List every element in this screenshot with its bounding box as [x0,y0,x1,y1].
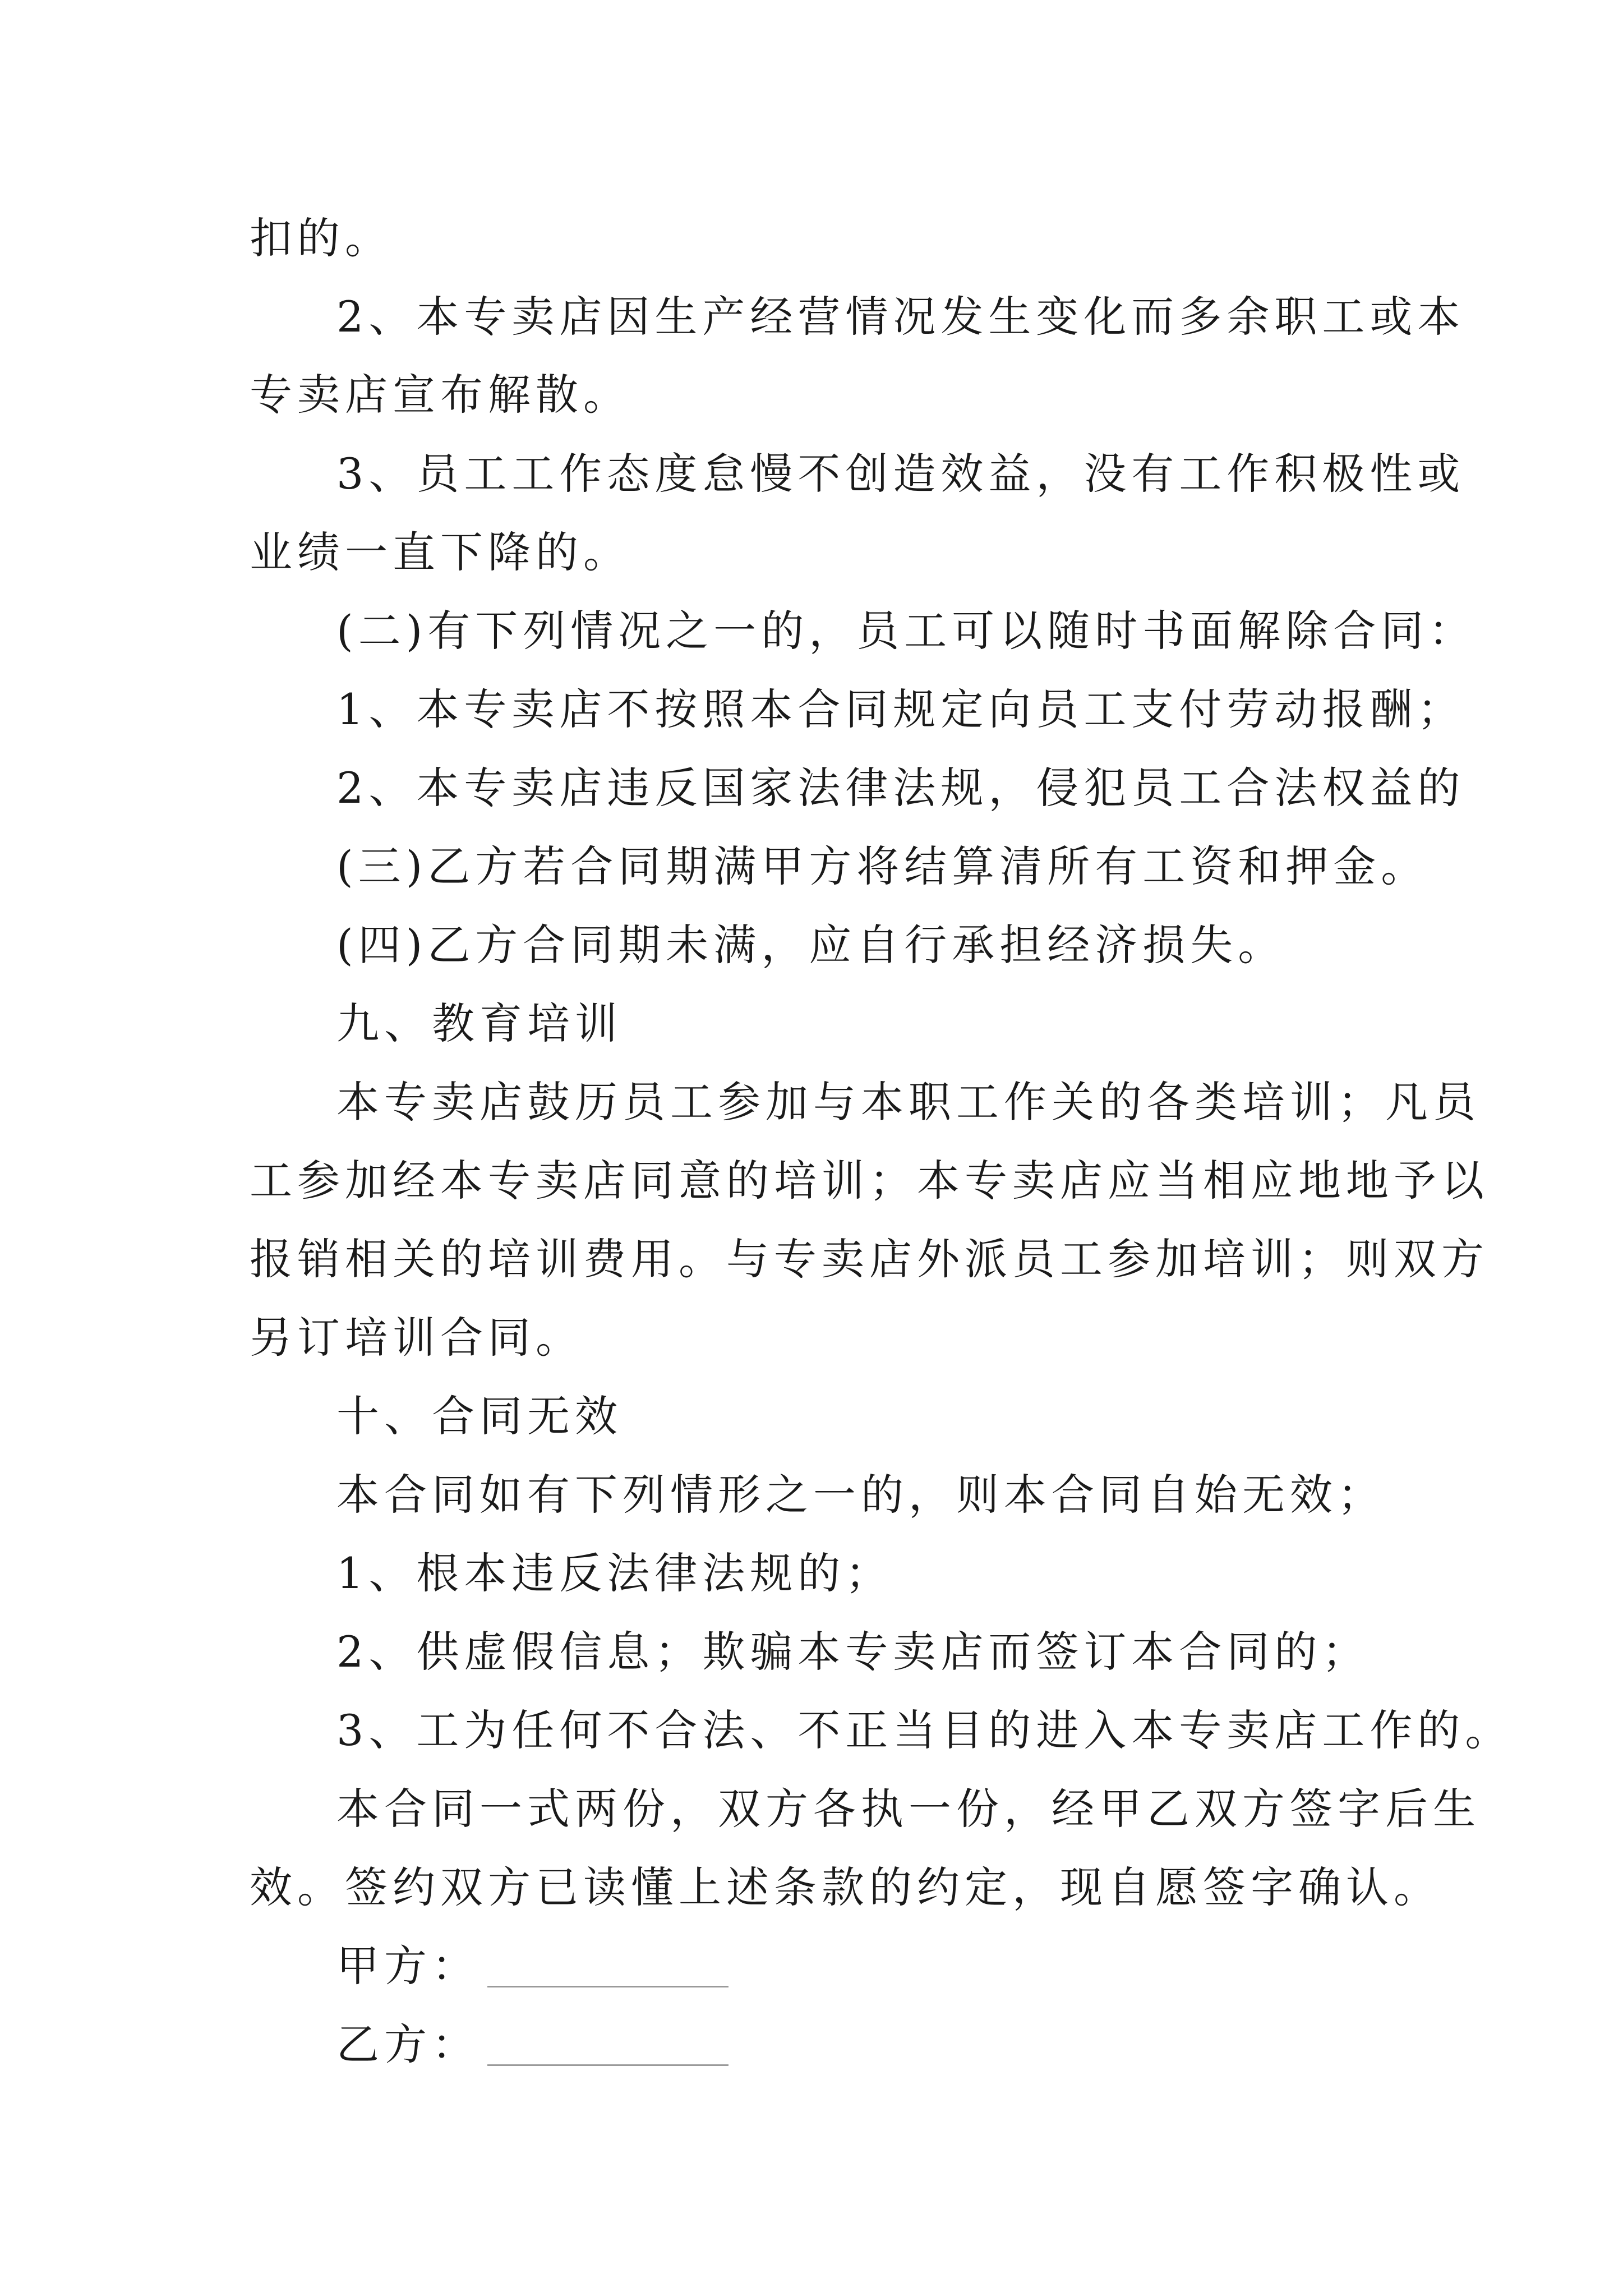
text-line: (三)乙方若合同期满甲方将结算清所有工资和押金。 [336,841,1429,891]
text-line: 本合同一式两份，双方各执一份，经甲乙双方签字后生 [336,1784,1481,1834]
party-a-signature-row [336,1938,728,1994]
text-line: 业绩一直下降的。 [250,527,631,577]
text-line: 2、本专卖店因生产经营情况发生变化而多余职工或本 [336,292,1465,342]
text-line: (二)有下列情况之一的，员工可以随时书面解除合同： [336,606,1477,656]
text-line: 效。签约双方已读懂上述条款的约定，现自愿签字确认。 [250,1862,1441,1912]
party-b-label: 乙方： [336,2019,479,2069]
text-line: 1、本专卖店不按照本合同规定向员工支付劳动报酬； [336,684,1465,734]
text-line: 2、本专卖店违反国家法律法规，侵犯员工合法权益的 [336,763,1465,813]
party-b-signature-row [336,2017,728,2073]
text-line: 报销相关的培训费用。与专卖店外派员工参加培训；则双方 [250,1234,1489,1284]
text-line: 1、根本违反法律法规的； [336,1548,893,1598]
text-line: 工参加经本专卖店同意的培训；本专卖店应当相应地地予以 [250,1156,1489,1205]
section-heading: 十、合同无效 [336,1391,623,1441]
text-line: (四)乙方合同期未满，应自行承担经济损失。 [336,920,1286,970]
text-line: 专卖店宣布解散。 [250,370,631,420]
party-a-label: 甲方： [336,1941,479,1991]
text-line: 3、员工工作态度怠慢不创造效益，没有工作积极性或 [336,449,1465,499]
text-line: 3、工为任何不合法、不正当目的进入本专卖店工作的。 [336,1705,1513,1755]
text-line: 扣的。 [250,213,393,263]
text-line: 2、供虚假信息；欺骗本专卖店而签订本合同的； [336,1627,1370,1677]
text-line: 本合同如有下列情形之一的，则本合同自始无效； [336,1470,1385,1520]
text-line: 另订培训合同。 [250,1313,583,1363]
party-b-signature-field[interactable] [487,2064,728,2066]
party-a-signature-field[interactable] [487,1986,728,1987]
text-line: 本专卖店鼓历员工参加与本职工作关的各类培训；凡员 [336,1077,1481,1127]
section-heading: 九、教育培训 [336,999,623,1048]
